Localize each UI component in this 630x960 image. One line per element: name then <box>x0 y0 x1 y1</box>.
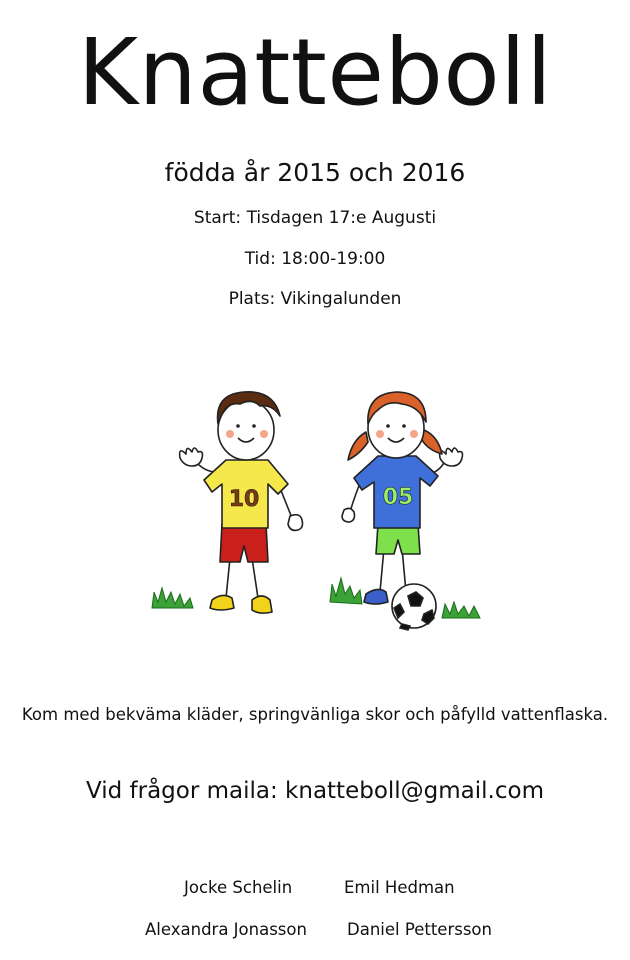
contact-email: Vid frågor maila: knatteboll@gmail.com <box>86 778 544 804</box>
grass-middle <box>330 578 362 604</box>
grass-left <box>152 588 193 608</box>
boy-shirt-number: 10 <box>228 487 260 512</box>
girl-shirt-number: 05 <box>382 485 414 510</box>
page-title: Knatteboll <box>77 19 553 126</box>
place: Plats: Vikingalunden <box>228 289 402 309</box>
subtitle: födda år 2015 och 2016 <box>164 158 466 187</box>
leader-name: Alexandra Jonasson <box>145 920 307 939</box>
boy-figure <box>180 392 303 613</box>
time: Tid: 18:00-19:00 <box>244 249 386 269</box>
soccer-ball-icon <box>392 584 436 630</box>
girl-figure <box>342 392 463 604</box>
leader-name: Jocke Schelin <box>184 878 293 897</box>
grass-right <box>442 602 480 618</box>
kids-soccer-illustration <box>140 380 500 635</box>
leader-name: Daniel Pettersson <box>347 920 492 939</box>
leader-name: Emil Hedman <box>344 878 455 897</box>
bring-note: Kom med bekväma kläder, springvänliga skor och påfylld vattenflaska. <box>21 705 609 724</box>
start-date: Start: Tisdagen 17:e Augusti <box>193 208 437 228</box>
